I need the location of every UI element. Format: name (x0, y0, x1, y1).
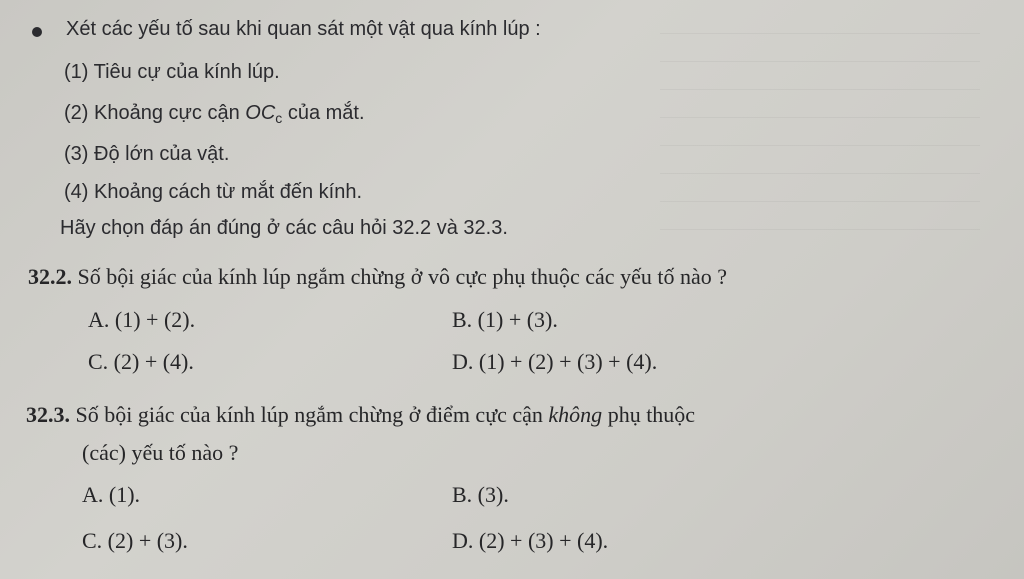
bullet-dot (32, 27, 42, 37)
question-32-3-option-d: D. (2) + (3) + (4). (452, 528, 609, 553)
question-32-3 (26, 402, 695, 428)
factor-2-pre: (2) Khoảng cực cận (64, 102, 246, 124)
question-32-3-text-pre: Số bội giác của kính lúp ngắm chừng ở điểm cực cận (70, 402, 549, 427)
question-32-3-text-post: phụ thuộc (602, 402, 696, 427)
instruction: Hãy chọn đáp án đúng ở các câu hỏi 32.2 và 32.3. (60, 217, 508, 239)
question-32-3-number: 32.3. (26, 402, 70, 427)
question-32-2-option-b: B. (1) + (3). (452, 307, 558, 332)
question-32-2 (28, 264, 727, 290)
question-32-3-text-italic: không (548, 402, 603, 427)
question-32-2-text: Số bội giác của kính lúp ngắm chừng ở vô cực phụ thuộc các yếu tố nào ? (72, 264, 727, 289)
factor-2-symbol: OC (245, 102, 276, 124)
factor-2-post: của mắt. (282, 102, 365, 124)
factor-2-subscript: c (275, 110, 283, 126)
intro-text: Xét các yếu tố sau khi quan sát một vật qua kính lúp : (66, 18, 541, 40)
question-32-3-option-b: B. (3). (452, 482, 509, 507)
question-32-3-option-c: C. (2) + (3). (82, 528, 188, 553)
question-32-2-number: 32.2. (28, 264, 72, 289)
question-32-3-option-a: A. (1). (82, 482, 141, 507)
question-32-2-option-d: D. (1) + (2) + (3) + (4). (452, 349, 658, 374)
question-32-2-option-a: A. (1) + (2). (88, 307, 196, 332)
bleed-through-texture (660, 30, 980, 230)
factor-2 (64, 102, 365, 126)
question-32-3-continuation: (các) yếu tố nào ? (82, 440, 239, 465)
factor-1: (1) Tiêu cự của kính lúp. (64, 61, 280, 83)
factor-4: (4) Khoảng cách từ mắt đến kính. (64, 181, 362, 203)
factor-3: (3) Độ lớn của vật. (64, 143, 230, 165)
question-32-2-option-c: C. (2) + (4). (88, 349, 194, 374)
